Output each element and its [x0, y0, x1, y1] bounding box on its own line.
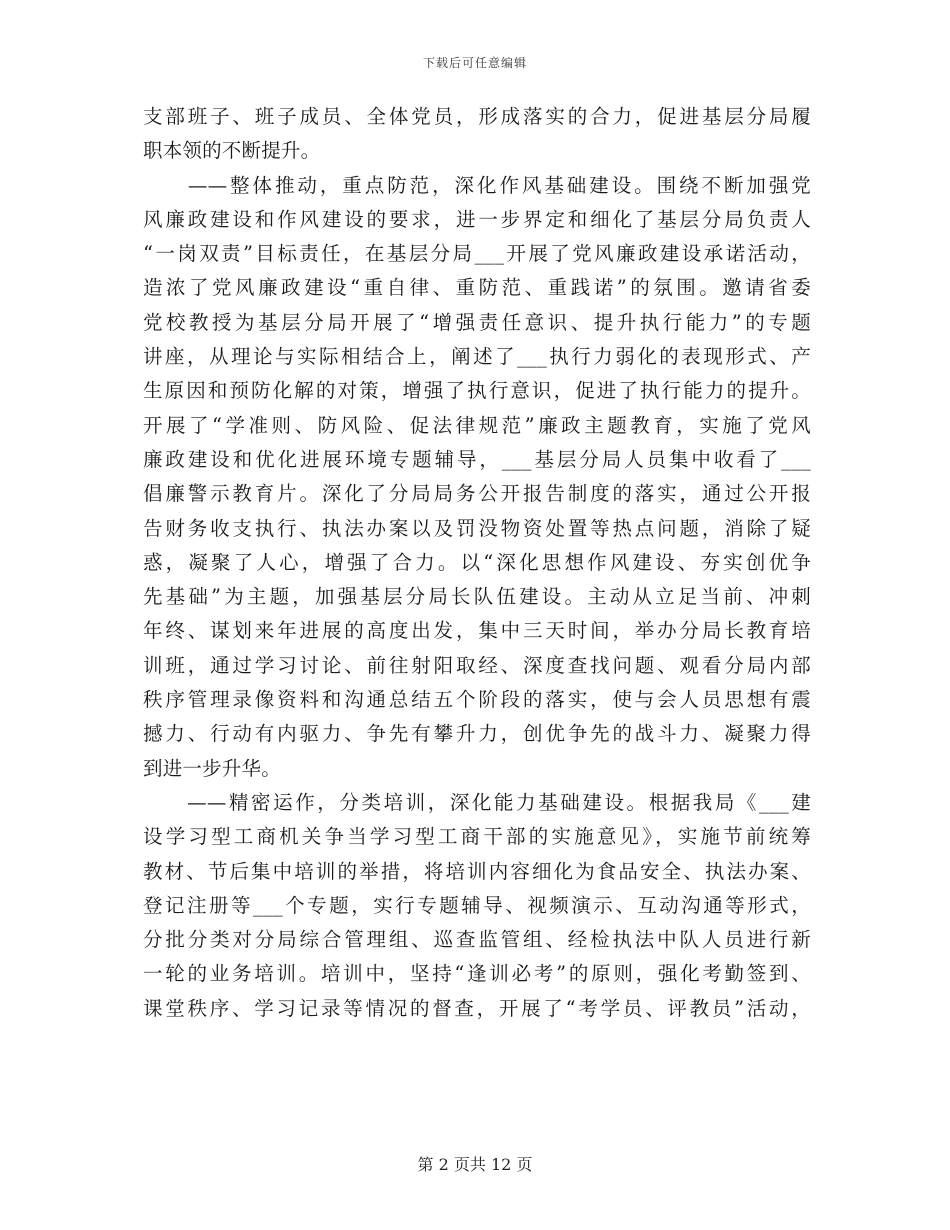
document-body: [143, 100, 811, 1026]
text-line: 职本领的不断提升。: [143, 139, 321, 163]
text-line: 造浓了党风廉政建设“重自律、重防范、重践诺”的氛围。邀请省委: [143, 276, 811, 300]
text-line: 生原因和预防化解的对策，增强了执行意识，促进了执行能力的提升。: [143, 379, 811, 403]
text-line: 年终、谋划来年进展的高度出发，集中三天时间，举办分局长教育培: [143, 619, 811, 643]
text-line: ——精密运作，分类培训，深化能力基础建设。根据我局《___建: [143, 790, 811, 814]
text-line: 到进一步升华。: [143, 756, 281, 780]
text-line: “一岗双责”目标责任，在基层分局___开展了党风廉政建设承诺活动，: [143, 242, 811, 266]
text-line: 惑，凝聚了人心，增强了合力。以“深化思想作风建设、夯实创优争: [143, 550, 811, 574]
text-line: 讲座，从理论与实际相结合上，阐述了___执行力弱化的表现形式、产: [143, 345, 811, 369]
text-line: 分批分类对分局综合管理组、巡查监管组、经检执法中队人员进行新: [143, 928, 811, 952]
text-line: 撼力、行动有内驱力、争先有攀升力，创优争先的战斗力、凝聚力得: [143, 722, 811, 746]
text-line: 倡廉警示教育片。深化了分局局务公开报告制度的落实，通过公开报: [143, 482, 811, 506]
text-line: 廉政建设和优化进展环境专题辅导，___基层分局人员集中收看了___: [143, 447, 811, 471]
text-line: 风廉政建设和作风建设的要求，进一步界定和细化了基层分局负责人: [143, 207, 811, 231]
text-line: 开展了“学准则、防风险、促法律规范”廉政主题教育，实施了党风: [143, 413, 811, 437]
text-line: 党校教授为基层分局开展了“增强责任意识、提升执行能力”的专题: [143, 310, 811, 334]
text-line: 告财务收支执行、执法办案以及罚没物资处置等热点问题，消除了疑: [143, 516, 811, 540]
text-line: 支部班子、班子成员、全体党员，形成落实的合力，促进基层分局履: [143, 105, 811, 128]
text-line: ——整体推动，重点防范，深化作风基础建设。围绕不断加强党: [143, 173, 811, 197]
text-line: 训班，通过学习讨论、前往射阳取经、深度查找问题、观看分局内部: [143, 653, 811, 677]
text-line: 一轮的业务培训。培训中，坚持“逢训必考”的原则，强化考勤签到、: [143, 962, 811, 986]
text-line: 课堂秩序、学习记录等情况的督查，开展了“考学员、评教员”活动，: [143, 996, 811, 1020]
text-line: 登记注册等___个专题，实行专题辅导、视频演示、互动沟通等形式，: [143, 893, 811, 917]
text-line: 秩序管理录像资料和沟通总结五个阶段的落实，使与会人员思想有震: [143, 688, 811, 712]
text-line: 教材、节后集中培训的举措，将培训内容细化为食品安全、执法办案、: [143, 859, 811, 883]
page-number-footer: 第 2 页共 12 页: [417, 1155, 533, 1174]
page-header-note: 下载后可任意编辑: [422, 56, 527, 70]
text-line: 先基础”为主题，加强基层分局长队伍建设。主动从立足当前、冲刺: [143, 585, 811, 609]
text-line: 设学习型工商机关争当学习型工商干部的实施意见》，实施节前统筹: [143, 825, 811, 849]
